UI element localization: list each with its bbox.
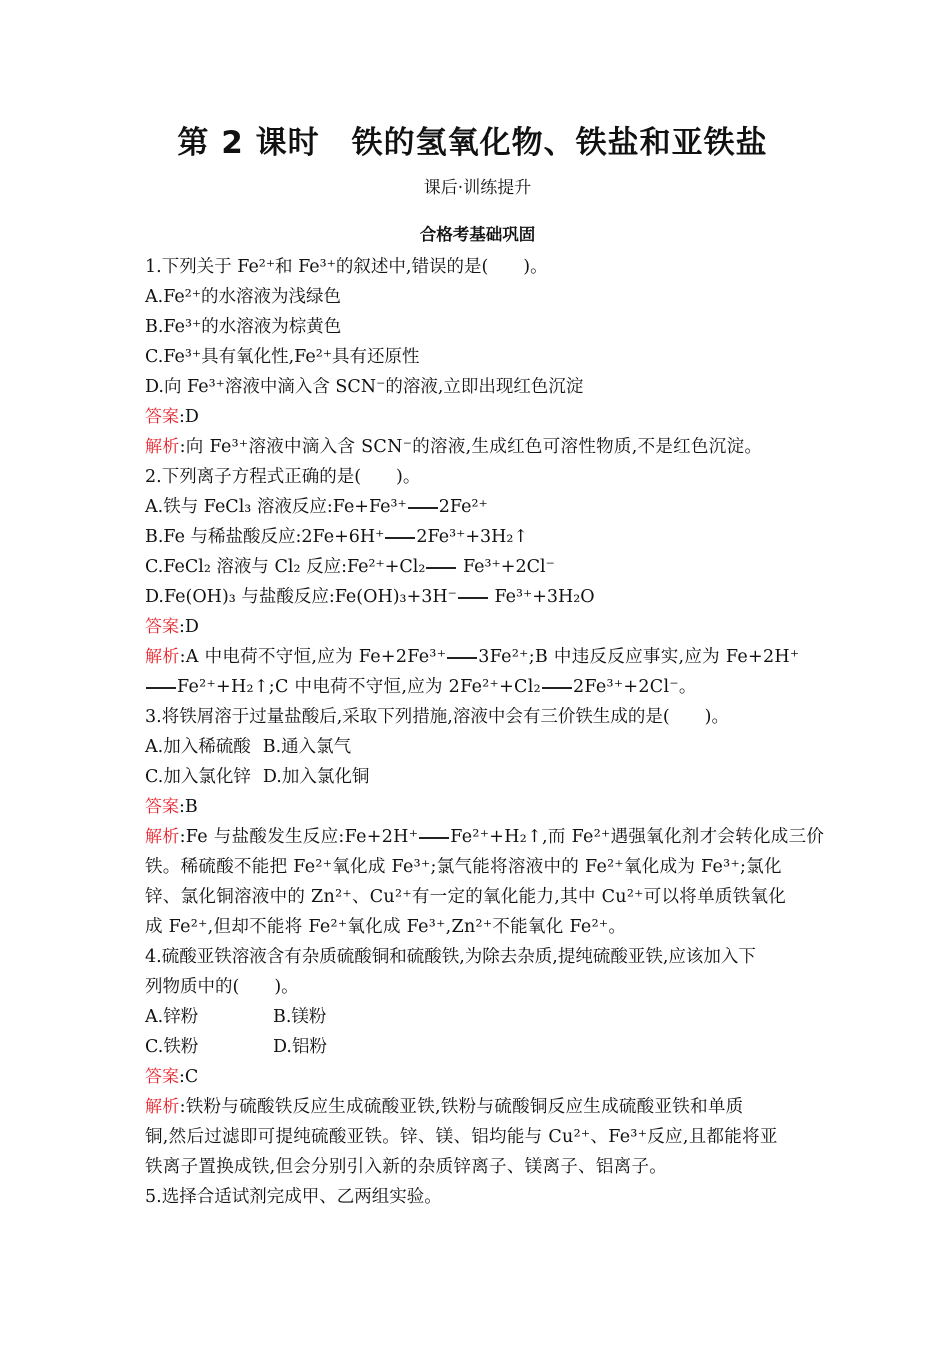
section-heading: 合格考基础巩固 [419,225,536,244]
analysis-text: 3Fe²⁺;B 中违反反应事实,应为 Fe+2H⁺ [478,647,800,667]
page-subtitle: 课后·训练提升 [423,178,532,198]
question-2-option-c [145,552,810,582]
question-1-option-b: B.Fe³⁺的水溶液为棕黄色 [145,317,342,337]
question-3-analysis-line-1 [145,822,825,852]
question-3-option-b: B.通入氯气 [262,737,352,757]
question-1-option-c: C.Fe³⁺具有氧化性,Fe²⁺具有还原性 [145,347,420,367]
analysis-text: :向 Fe³⁺溶液中滴入含 SCN⁻的溶液,生成红色可溶性物质,不是红色沉淀。 [179,437,763,457]
question-4-analysis-line-1 [145,1092,810,1122]
answer-value: :B [179,797,198,817]
equation-right: 2Fe²⁺ [438,497,488,517]
answer-value: :C [179,1067,199,1087]
answer-value: :D [179,617,199,637]
analysis-text: :Fe 与盐酸发生反应:Fe+2H⁺ [179,827,419,847]
question-2-analysis-line-2 [145,672,810,702]
equals-sign [146,687,176,689]
question-4-answer [145,1062,810,1092]
question-3-options-ab [145,732,810,762]
equation-left: B.Fe 与稀盐酸反应:2Fe+6H⁺ [145,527,385,547]
analysis-label: 解析 [145,647,180,667]
question-3 [145,702,825,942]
question-5-stem: 5.选择合适试剂完成甲、乙两组实验。 [145,1187,442,1207]
question-4-options-ab [145,1002,810,1032]
analysis-label: 解析 [145,827,180,847]
analysis-text: :铁粉与硫酸铁反应生成硫酸亚铁,铁粉与硫酸铜反应生成硫酸亚铁和单质 [179,1097,744,1117]
question-1-option-a: A.Fe²⁺的水溶液为浅绿色 [145,287,341,307]
question-3-answer [145,792,810,822]
equation-right: Fe³⁺+3H₂O [488,587,595,607]
equation-left: A.铁与 FeCl₃ 溶液反应:Fe+Fe³⁺ [145,497,407,517]
question-2-answer [145,612,810,642]
question-4-option-c: C.铁粉 [145,1037,199,1057]
question-4-stem-line-1: 4.硫酸亚铁溶液含有杂质硫酸铜和硫酸铁,为除去杂质,提纯硫酸亚铁,应该加入下 [145,947,756,967]
question-3-stem: 3.将铁屑溶于过量盐酸后,采取下列措施,溶液中会有三价铁生成的是( )。 [145,707,729,727]
equation-left: C.FeCl₂ 溶液与 Cl₂ 反应:Fe²⁺+Cl₂ [145,557,426,577]
question-3-option-c: C.加入氯化锌 [145,767,251,787]
answer-value: :D [179,407,199,427]
question-4-option-a: A.锌粉 [145,1007,199,1027]
equation-right: 2Fe³⁺+3H₂↑ [416,527,529,547]
equals-sign [385,537,415,539]
question-4-stem-line-2: 列物质中的( )。 [145,977,299,997]
equals-sign [447,657,477,659]
question-1-answer [145,402,810,432]
answer-label: 答案 [145,1067,179,1087]
question-3-analysis-line-3: 锌、氯化铜溶液中的 Zn²⁺、Cu²⁺有一定的氧化能力,其中 Cu²⁺可以将单质铁氧化 [145,887,787,907]
question-1-analysis [145,432,810,462]
question-1-option-d: D.向 Fe³⁺溶液中滴入含 SCN⁻的溶液,立即出现红色沉淀 [145,377,584,397]
answer-label: 答案 [145,797,179,817]
analysis-text: Fe²⁺+H₂↑;C 中电荷不守恒,应为 2Fe²⁺+Cl₂ [177,677,541,697]
page-title: 第 2 课时 铁的氢氧化物、铁盐和亚铁盐 [177,125,768,161]
question-2-stem: 2.下列离子方程式正确的是( )。 [145,467,421,487]
question-4-analysis-line-2: 铜,然后过滤即可提纯硫酸亚铁。锌、镁、铝均能与 Cu²⁺、Fe³⁺反应,且都能将亚 [145,1127,778,1147]
question-3-option-a: A.加入稀硫酸 [145,737,251,757]
question-2 [145,462,810,702]
equals-sign [542,687,572,689]
question-1-stem: 1.下列关于 Fe²⁺和 Fe³⁺的叙述中,错误的是( )。 [145,257,548,277]
question-4-analysis-line-3: 铁离子置换成铁,但会分别引入新的杂质锌离子、镁离子、铝离子。 [145,1157,668,1177]
question-4-option-d: D.铝粉 [273,1037,327,1057]
question-3-analysis-line-4: 成 Fe²⁺,但却不能将 Fe²⁺氧化成 Fe³⁺,Zn²⁺不能氧化 Fe²⁺。 [145,917,627,937]
question-2-option-b [145,522,810,552]
analysis-label: 解析 [145,1097,180,1117]
question-1 [145,252,810,462]
analysis-label: 解析 [145,437,180,457]
answer-label: 答案 [145,617,179,637]
question-5 [145,1182,810,1212]
question-3-options-cd [145,762,810,792]
equals-sign [426,567,456,569]
equation-right: Fe³⁺+2Cl⁻ [457,557,555,577]
equation-left: D.Fe(OH)₃ 与盐酸反应:Fe(OH)₃+3H⁻ [145,587,457,607]
analysis-text: 2Fe³⁺+2Cl⁻。 [572,677,697,697]
equals-sign [458,597,488,599]
question-3-option-d: D.加入氯化铜 [262,767,370,787]
question-2-option-a [145,492,810,522]
worksheet-page [145,118,825,1212]
question-4-options-cd [145,1032,810,1062]
question-4 [145,942,810,1182]
answer-label: 答案 [145,407,179,427]
analysis-text: Fe²⁺+H₂↑,而 Fe²⁺遇强氧化剂才会转化成三价 [450,827,825,847]
question-2-analysis-line-1 [145,642,810,672]
analysis-text: :A 中电荷不守恒,应为 Fe+2Fe³⁺ [179,647,447,667]
equals-sign [419,837,449,839]
equals-sign [408,507,438,509]
question-4-option-b: B.镁粉 [273,1007,327,1027]
question-2-option-d [145,582,810,612]
question-3-analysis-line-2: 铁。稀硫酸不能把 Fe²⁺氧化成 Fe³⁺;氯气能将溶液中的 Fe²⁺氧化成为 Fe³⁺;氯化 [145,857,782,877]
